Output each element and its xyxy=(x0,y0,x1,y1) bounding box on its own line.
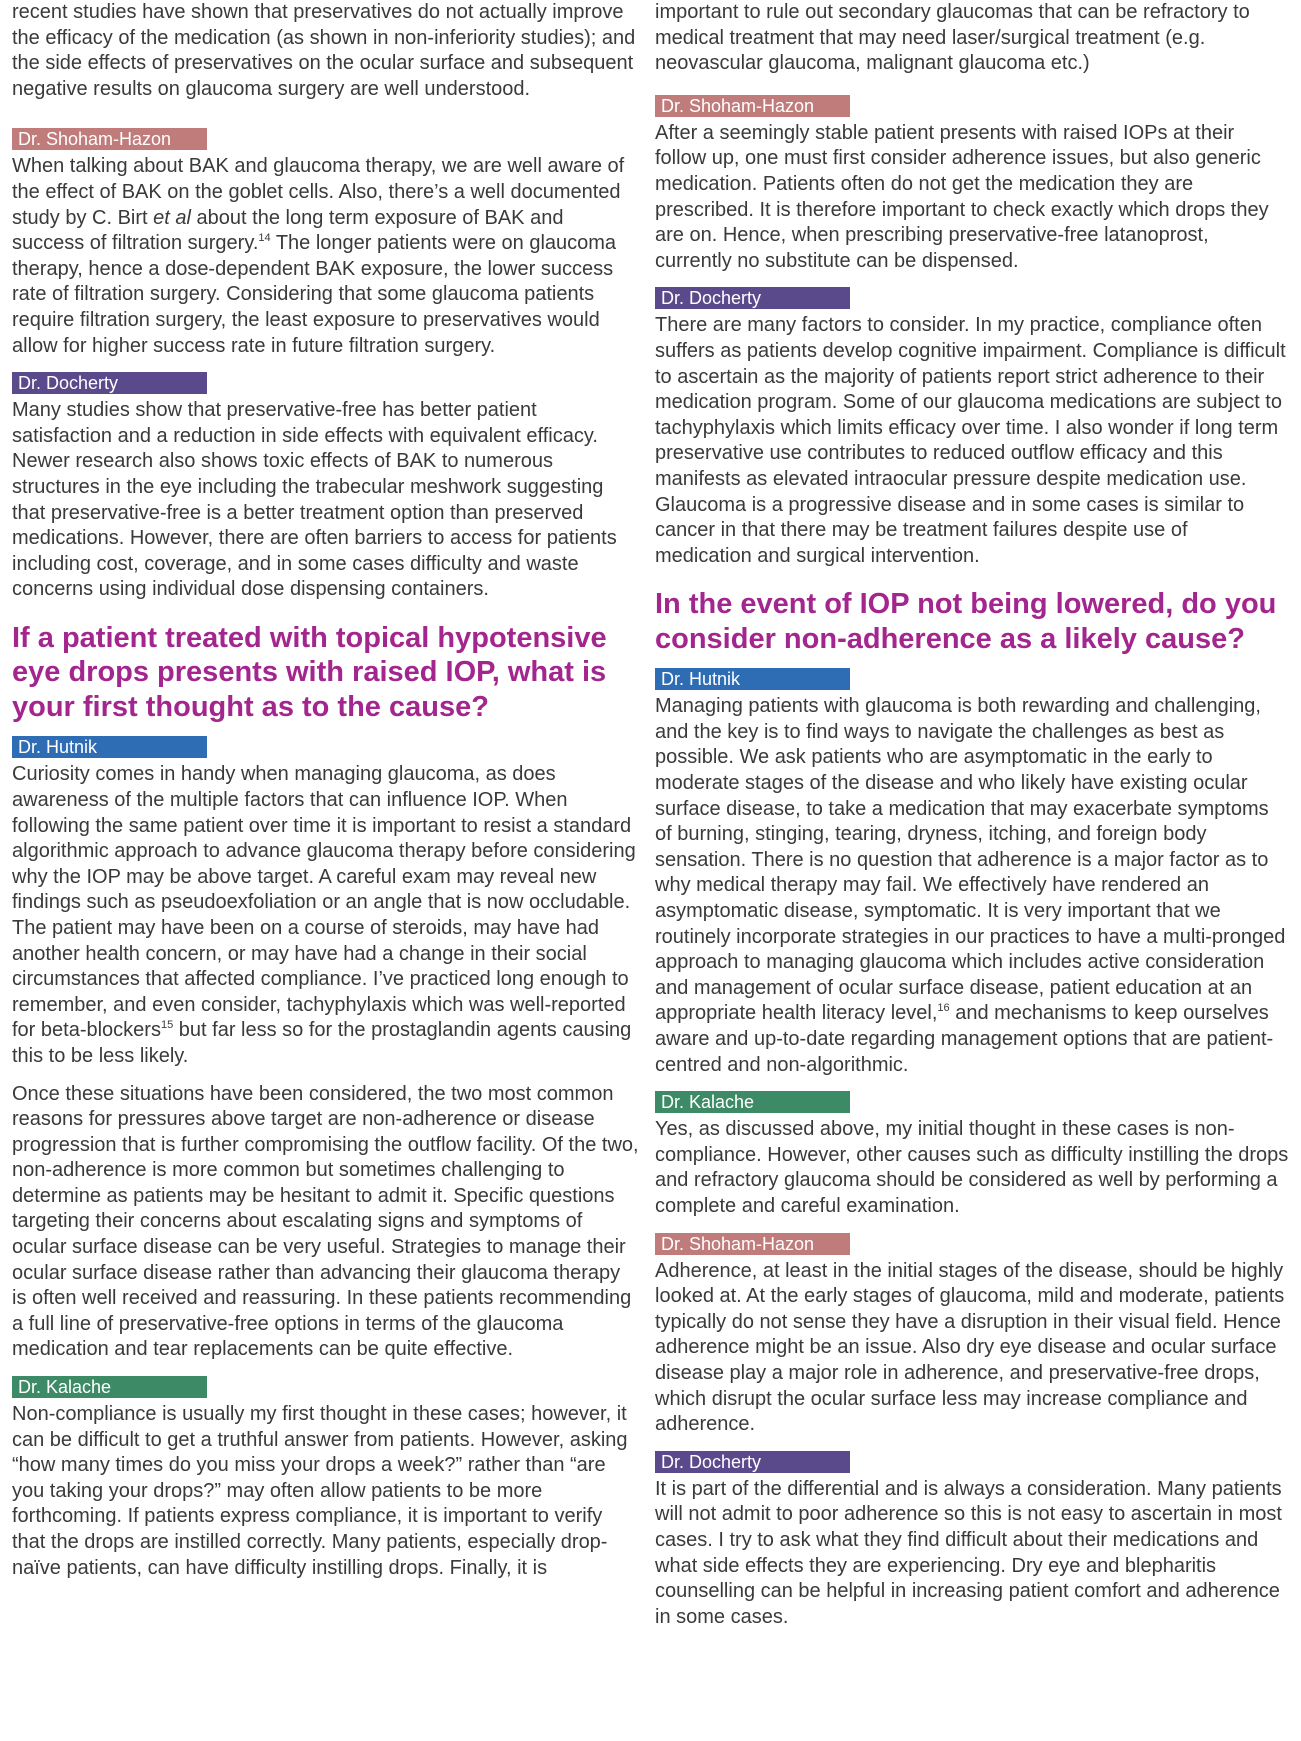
speaker-tag-docherty: Dr. Docherty xyxy=(12,372,207,394)
speaker-tag-shoham-hazon: Dr. Shoham-Hazon xyxy=(12,128,207,150)
speaker-tag-docherty: Dr. Docherty xyxy=(655,287,850,309)
kalache-answer: Non-compliance is usually my first thought in these cases; however, it can be difficult to get a truthful answer from patients. However, asking “how many times do you miss your drops a week?” rather than “are you taking your drops?” may often allow patients to be more forthcoming. If patients express compliance, it is important to verify that the drops are instilled correctly. Many patients, especially drop-naïve patients, can have difficulty instilling drops. Finally, it is xyxy=(12,1403,628,1579)
left-column xyxy=(12,0,640,1581)
speaker-tag-kalache: Dr. Kalache xyxy=(12,1376,207,1398)
docherty-answer: Many studies show that preservative-free has better patient satisfaction and a reduction in side effects with equivalent efficacy. Newer research also shows toxic effects of BAK to numerous structures in the eye including the trabecular meshwork suggesting that preservative-free is a better treatment option than preserved medications. However, there are often barriers to access for patients including cost, coverage, and in some cases difficulty and waste concerns using individual dose dispensing containers. xyxy=(12,399,617,601)
speaker-tag-kalache: Dr. Kalache xyxy=(655,1091,850,1113)
shoham-hazon-answer-2: Adherence, at least in the initial stages of the disease, should be highly looked at. At the early stages of glaucoma, mild and moderate, patients typically do not sense they have a disruption in their visual field. Hence adherence might be an issue. Also dry eye disease and ocular surface disease play a major role in adherence, and preservative-free drops, which disrupt the ocular surface less may increase compliance and adherence. xyxy=(655,1259,1285,1436)
kalache-answer: Yes, as discussed above, my initial thought in these cases is non-compliance. However, other causes such as difficulty instilling the drops and refractory glaucoma should be considered as well by performing a complete and careful examination. xyxy=(655,1118,1289,1217)
right-column xyxy=(655,0,1289,1630)
speaker-tag-shoham-hazon-2: Dr. Shoham-Hazon xyxy=(655,1233,850,1255)
docherty-answer-2: It is part of the differential and is always a consideration. Many patients will not admit to poor adherence so this is not easy to ascertain in most cases. I try to ask what they find difficult about their medications and what side effects they are experiencing. Dry eye and blepharitis counselling can be helpful in increasing patient comfort and adherence in some cases. xyxy=(655,1477,1282,1628)
docherty-answer: There are many factors to consider. In my practice, compliance often suffers as patients develop cognitive impairment. Compliance is difficult to ascertain as the majority of patients report strict adherence to their medication program. Some of our glaucoma medications are subject to tachyphylaxis which limits efficacy over time. I also wonder if long term preservative use contributes to reduced outflow efficacy and this manifests as elevated intraocular pressure despite medication use. Glaucoma is a progressive disease and in some cases is similar to cancer in that there may be treatment failures despite use of medication and surgical intervention. xyxy=(655,314,1286,567)
hutnik-answer-p2: Once these situations have been considered, the two most common reasons for pressures above target are non-adherence or disease progression that is further compromising the outflow facility. Of the two, non-adherence is more common but sometimes challenging to determine as patients may be hesitant to admit it. Specific questions targeting their concerns about escalating signs and symptoms of ocular surface disease can be very useful. Strategies to manage their ocular surface disease rather than advancing their glaucoma therapy is often well received and reassuring. In these patients recommending a full line of preservative-free options in terms of the glaucoma medication and tear replacements can be quite effective. xyxy=(12,1082,639,1361)
hutnik-answer: Managing patients with glaucoma is both rewarding and challenging, and the key is to find ways to navigate the challenges as best as possible. We ask patients who are asymptomatic in the early to moderate stages of the disease and who likely have existing ocular surface disease, to take a medication that may exacerbate symptoms of burning, stinging, tearing, dryness, itching, and foreign body sensation. There is no question that adherence is a major factor as to why medical therapy may fail. We effectively have rendered an asymptomatic disease, symptomatic. It is very important that we routinely incorporate strategies in our practices to have a multi-pronged approach to managing glaucoma which includes active consideration and management of ocular surface disease, patient education at an appropriate health literacy level,$^{16}$ and mechanisms to keep ourselves aware and up-to-date regarding management options that are patient-centred and non-algorithmic. xyxy=(655,695,1286,1076)
speaker-tag-docherty-2: Dr. Docherty xyxy=(655,1451,850,1473)
shoham-hazon-answer: When talking about BAK and glaucoma therapy, we are well aware of the effect of BAK on the goblet cells. Also, there’s a well documented study by C. Birt et al about the long term exposure of BAK and success of filtration surgery.$^{14}$ The longer patients were on glaucoma therapy, hence a dose-dependent BAK exposure, the lower success rate of filtration surgery. Considering that some glaucoma patients require filtration surgery, the least exposure to preservatives would allow for higher success rate in future filtration surgery. xyxy=(12,155,625,357)
hutnik-answer-p1: Curiosity comes in handy when managing glaucoma, as does awareness of the multiple factors that can influence IOP. When following the same patient over time it is important to resist a standard algorithmic approach to advance glaucoma therapy before considering why the IOP may be above target. A careful exam may reveal new findings such as pseudoexfoliation or an angle that is now occludable. The patient may have been on a course of steroids, may have had another health concern, or may have had a change in their social circumstances that affected compliance. I’ve practiced long enough to remember, and even consider, tachyphylaxis which was well-reported for beta-blockers$^{15}$ but far less so for the prostaglandin agents causing this to be less likely. xyxy=(12,763,636,1067)
question-heading: In the event of IOP not being lowered, do you consider non-adherence as a likely cause? xyxy=(655,588,1277,655)
speaker-tag-hutnik: Dr. Hutnik xyxy=(655,668,850,690)
speaker-tag-hutnik: Dr. Hutnik xyxy=(12,736,207,758)
speaker-tag-shoham-hazon: Dr. Shoham-Hazon xyxy=(655,95,850,117)
intro-paragraph: recent studies have shown that preservatives do not actually improve the efficacy of the medication (as shown in non-inferiority studies); and the side effects of preservatives on the ocular surface and subsequent negative results on glaucoma surgery are well understood. xyxy=(12,1,636,100)
shoham-hazon-answer: After a seemingly stable patient presents with raised IOPs at their follow up, one must first consider adherence issues, but also generic medication. Patients often do not get the medication they are prescribed. It is therefore important to check exactly which drops they are on. Hence, when prescribing preservative-free latanoprost, currently no substitute can be dispensed. xyxy=(655,121,1269,272)
intro-paragraph-continued: important to rule out secondary glaucomas that can be refractory to medical treatment that may need laser/surgical treatment (e.g. neovascular glaucoma, malignant glaucoma etc.) xyxy=(655,1,1250,75)
question-heading: If a patient treated with topical hypotensive eye drops presents with raised IOP, what is your first thought as to the cause? xyxy=(12,621,607,723)
